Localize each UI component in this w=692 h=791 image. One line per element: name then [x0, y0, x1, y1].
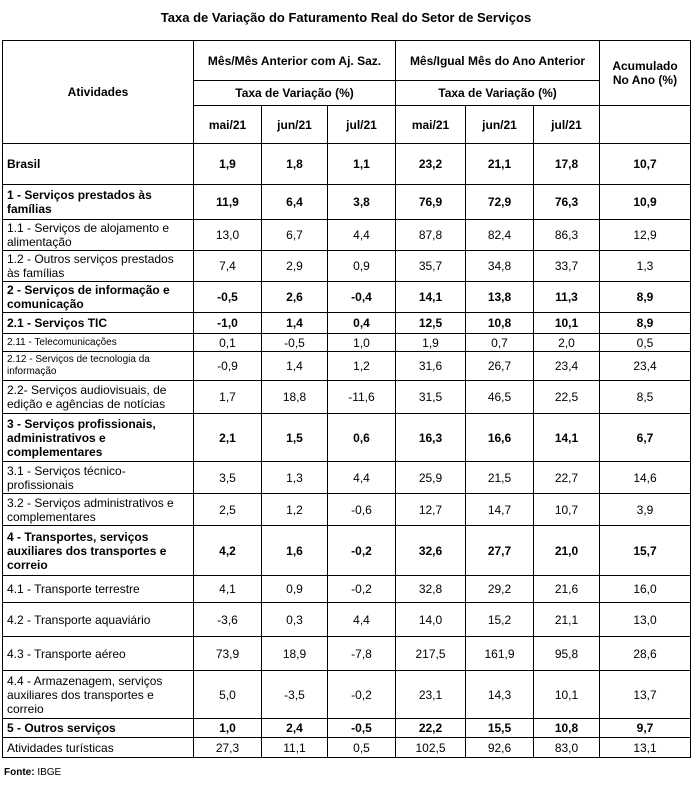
- row-label: 4.1 - Transporte terrestre: [3, 576, 194, 603]
- cell: 2,4: [262, 719, 328, 738]
- cell: 14,6: [600, 462, 691, 494]
- cell: 16,6: [466, 414, 534, 462]
- table-row: [3, 381, 691, 414]
- table-row: [3, 526, 691, 576]
- cell: 6,4: [262, 185, 328, 220]
- cell: 1,4: [262, 352, 328, 381]
- cell: 11,9: [194, 185, 262, 220]
- cell: 8,5: [600, 381, 691, 414]
- cell: 1,9: [396, 334, 466, 352]
- cell: 32,6: [396, 526, 466, 576]
- row-label: 4.4 - Armazenagem, serviços auxiliares dos transportes e correio: [3, 671, 194, 719]
- cell: 0,1: [194, 334, 262, 352]
- cell: 25,9: [396, 462, 466, 494]
- cell: 14,0: [396, 603, 466, 637]
- cell: 10,7: [600, 144, 691, 185]
- row-label: Atividades turísticas: [3, 738, 194, 758]
- cell: 13,7: [600, 671, 691, 719]
- row-label: 4.3 - Transporte aéreo: [3, 637, 194, 671]
- cell: 13,8: [466, 282, 534, 313]
- header-month: jun/21: [466, 106, 534, 144]
- cell: 87,8: [396, 220, 466, 251]
- cell: 22,2: [396, 719, 466, 738]
- cell: 17,8: [534, 144, 600, 185]
- cell: 32,8: [396, 576, 466, 603]
- cell: 0,3: [262, 603, 328, 637]
- table-row: [3, 603, 691, 637]
- cell: 27,3: [194, 738, 262, 758]
- cell: 4,1: [194, 576, 262, 603]
- cell: 1,6: [262, 526, 328, 576]
- cell: 18,8: [262, 381, 328, 414]
- cell: 2,9: [262, 251, 328, 282]
- cell: 1,4: [262, 313, 328, 334]
- cell: 23,2: [396, 144, 466, 185]
- cell: 3,9: [600, 494, 691, 526]
- cell: 0,7: [466, 334, 534, 352]
- cell: 1,9: [194, 144, 262, 185]
- source-note: [4, 767, 61, 778]
- cell: 4,4: [328, 462, 396, 494]
- cell: 217,5: [396, 637, 466, 671]
- cell: 27,7: [466, 526, 534, 576]
- cell: 29,2: [466, 576, 534, 603]
- table-row: [3, 220, 691, 251]
- cell: 1,2: [262, 494, 328, 526]
- table-row: [3, 576, 691, 603]
- cell: 31,5: [396, 381, 466, 414]
- cell: 102,5: [396, 738, 466, 758]
- table-row: [3, 414, 691, 462]
- cell: 22,5: [534, 381, 600, 414]
- cell: 10,9: [600, 185, 691, 220]
- cell: 4,2: [194, 526, 262, 576]
- table-row: [3, 671, 691, 719]
- cell: 7,4: [194, 251, 262, 282]
- cell: 0,9: [328, 251, 396, 282]
- cell: 76,9: [396, 185, 466, 220]
- cell: 10,7: [534, 494, 600, 526]
- cell: 8,9: [600, 313, 691, 334]
- cell: 76,3: [534, 185, 600, 220]
- header-month: jun/21: [262, 106, 328, 144]
- table-row: [3, 637, 691, 671]
- cell: 3,5: [194, 462, 262, 494]
- cell: 21,6: [534, 576, 600, 603]
- row-label: 3.1 - Serviços técnico-profissionais: [3, 462, 194, 494]
- cell: 9,7: [600, 719, 691, 738]
- cell: -0,2: [328, 576, 396, 603]
- table-row: [3, 352, 691, 381]
- cell: 4,4: [328, 220, 396, 251]
- cell: 1,7: [194, 381, 262, 414]
- cell: 92,6: [466, 738, 534, 758]
- cell: 14,3: [466, 671, 534, 719]
- row-label: 2 - Serviços de informação e comunicação: [3, 282, 194, 313]
- table-row: [3, 313, 691, 334]
- cell: 83,0: [534, 738, 600, 758]
- cell: 0,9: [262, 576, 328, 603]
- cell: 10,8: [534, 719, 600, 738]
- cell: -0,5: [328, 719, 396, 738]
- row-label: 4.2 - Transporte aquaviário: [3, 603, 194, 637]
- table-title: Taxa de Variação do Faturamento Real do Setor de Serviços: [160, 10, 532, 25]
- header-empty: [600, 106, 691, 144]
- header-month: mai/21: [396, 106, 466, 144]
- row-label: Brasil: [3, 144, 194, 185]
- cell: 11,1: [262, 738, 328, 758]
- cell: 0,6: [328, 414, 396, 462]
- cell: -11,6: [328, 381, 396, 414]
- cell: -3,6: [194, 603, 262, 637]
- row-label: 4 - Transportes, serviços auxiliares dos transportes e correio: [3, 526, 194, 576]
- cell: 12,7: [396, 494, 466, 526]
- cell: 0,5: [328, 738, 396, 758]
- cell: 5,0: [194, 671, 262, 719]
- cell: 161,9: [466, 637, 534, 671]
- header-group-mes-anterior: Mês/Mês Anterior com Aj. Saz.: [194, 41, 396, 81]
- cell: -0,5: [194, 282, 262, 313]
- cell: 15,7: [600, 526, 691, 576]
- cell: 21,5: [466, 462, 534, 494]
- cell: 0,5: [600, 334, 691, 352]
- cell: 1,8: [262, 144, 328, 185]
- cell: 28,6: [600, 637, 691, 671]
- row-label: 1 - Serviços prestados às famílias: [3, 185, 194, 220]
- cell: 1,0: [328, 334, 396, 352]
- cell: 10,1: [534, 671, 600, 719]
- cell: 18,9: [262, 637, 328, 671]
- cell: 2,1: [194, 414, 262, 462]
- cell: 10,1: [534, 313, 600, 334]
- cell: 21,1: [466, 144, 534, 185]
- cell: 14,7: [466, 494, 534, 526]
- table-row: [3, 462, 691, 494]
- cell: 86,3: [534, 220, 600, 251]
- table-row: [3, 334, 691, 352]
- cell: -7,8: [328, 637, 396, 671]
- table-row: [3, 738, 691, 758]
- cell: 8,9: [600, 282, 691, 313]
- cell: 26,7: [466, 352, 534, 381]
- cell: 1,1: [328, 144, 396, 185]
- cell: 15,2: [466, 603, 534, 637]
- table-row: [3, 185, 691, 220]
- cell: 35,7: [396, 251, 466, 282]
- row-label: 1.1 - Serviços de alojamento e alimentação: [3, 220, 194, 251]
- cell: 13,0: [194, 220, 262, 251]
- cell: 22,7: [534, 462, 600, 494]
- cell: 2,6: [262, 282, 328, 313]
- cell: 23,4: [534, 352, 600, 381]
- cell: 11,3: [534, 282, 600, 313]
- cell: 16,0: [600, 576, 691, 603]
- cell: 0,4: [328, 313, 396, 334]
- cell: 33,7: [534, 251, 600, 282]
- row-label: 1.2 - Outros serviços prestados às famílias: [3, 251, 194, 282]
- table-row: [3, 282, 691, 313]
- cell: 2,5: [194, 494, 262, 526]
- services-table: [2, 40, 691, 758]
- cell: -0,6: [328, 494, 396, 526]
- cell: -0,4: [328, 282, 396, 313]
- header-month: jul/21: [534, 106, 600, 144]
- cell: 46,5: [466, 381, 534, 414]
- cell: 21,1: [534, 603, 600, 637]
- cell: 1,3: [600, 251, 691, 282]
- cell: 31,6: [396, 352, 466, 381]
- table-row: [3, 251, 691, 282]
- cell: -0,5: [262, 334, 328, 352]
- header-acumulado: Acumulado No Ano (%): [600, 41, 691, 106]
- cell: -3,5: [262, 671, 328, 719]
- row-label: 3 - Serviços profissionais, administrativos e complementares: [3, 414, 194, 462]
- table-row: [3, 719, 691, 738]
- cell: 95,8: [534, 637, 600, 671]
- cell: 1,0: [194, 719, 262, 738]
- cell: 14,1: [396, 282, 466, 313]
- row-label: 2.1 - Serviços TIC: [3, 313, 194, 334]
- cell: 6,7: [600, 414, 691, 462]
- cell: -0,2: [328, 671, 396, 719]
- cell: 4,4: [328, 603, 396, 637]
- source-label: Fonte:: [4, 767, 35, 778]
- cell: 23,1: [396, 671, 466, 719]
- row-label: 3.2 - Serviços administrativos e complementares: [3, 494, 194, 526]
- row-label: 2.2- Serviços audiovisuais, de edição e agências de notícias: [3, 381, 194, 414]
- cell: 1,5: [262, 414, 328, 462]
- cell: -1,0: [194, 313, 262, 334]
- cell: 72,9: [466, 185, 534, 220]
- cell: 10,8: [466, 313, 534, 334]
- cell: 16,3: [396, 414, 466, 462]
- cell: 1,3: [262, 462, 328, 494]
- cell: 2,0: [534, 334, 600, 352]
- cell: 12,5: [396, 313, 466, 334]
- cell: 73,9: [194, 637, 262, 671]
- source-value: IBGE: [37, 767, 62, 778]
- cell: 12,9: [600, 220, 691, 251]
- row-label: 2.11 - Telecomunicações: [3, 334, 194, 352]
- table-row: [3, 144, 691, 185]
- header-group-ano-anterior: Mês/Igual Mês do Ano Anterior: [396, 41, 600, 81]
- cell: 14,1: [534, 414, 600, 462]
- row-label: 2.12 - Serviços de tecnologia da informação: [3, 352, 194, 381]
- header-month: mai/21: [194, 106, 262, 144]
- cell: 1,2: [328, 352, 396, 381]
- cell: 13,0: [600, 603, 691, 637]
- row-label: 5 - Outros serviços: [3, 719, 194, 738]
- table-row: [3, 494, 691, 526]
- header-taxa-1: Taxa de Variação (%): [194, 81, 396, 106]
- cell: 3,8: [328, 185, 396, 220]
- cell: 13,1: [600, 738, 691, 758]
- cell: 34,8: [466, 251, 534, 282]
- header-taxa-2: Taxa de Variação (%): [396, 81, 600, 106]
- cell: 23,4: [600, 352, 691, 381]
- cell: -0,9: [194, 352, 262, 381]
- cell: -0,2: [328, 526, 396, 576]
- header-atividades: Atividades: [3, 41, 194, 144]
- header-month: jul/21: [328, 106, 396, 144]
- cell: 15,5: [466, 719, 534, 738]
- cell: 21,0: [534, 526, 600, 576]
- cell: 82,4: [466, 220, 534, 251]
- cell: 6,7: [262, 220, 328, 251]
